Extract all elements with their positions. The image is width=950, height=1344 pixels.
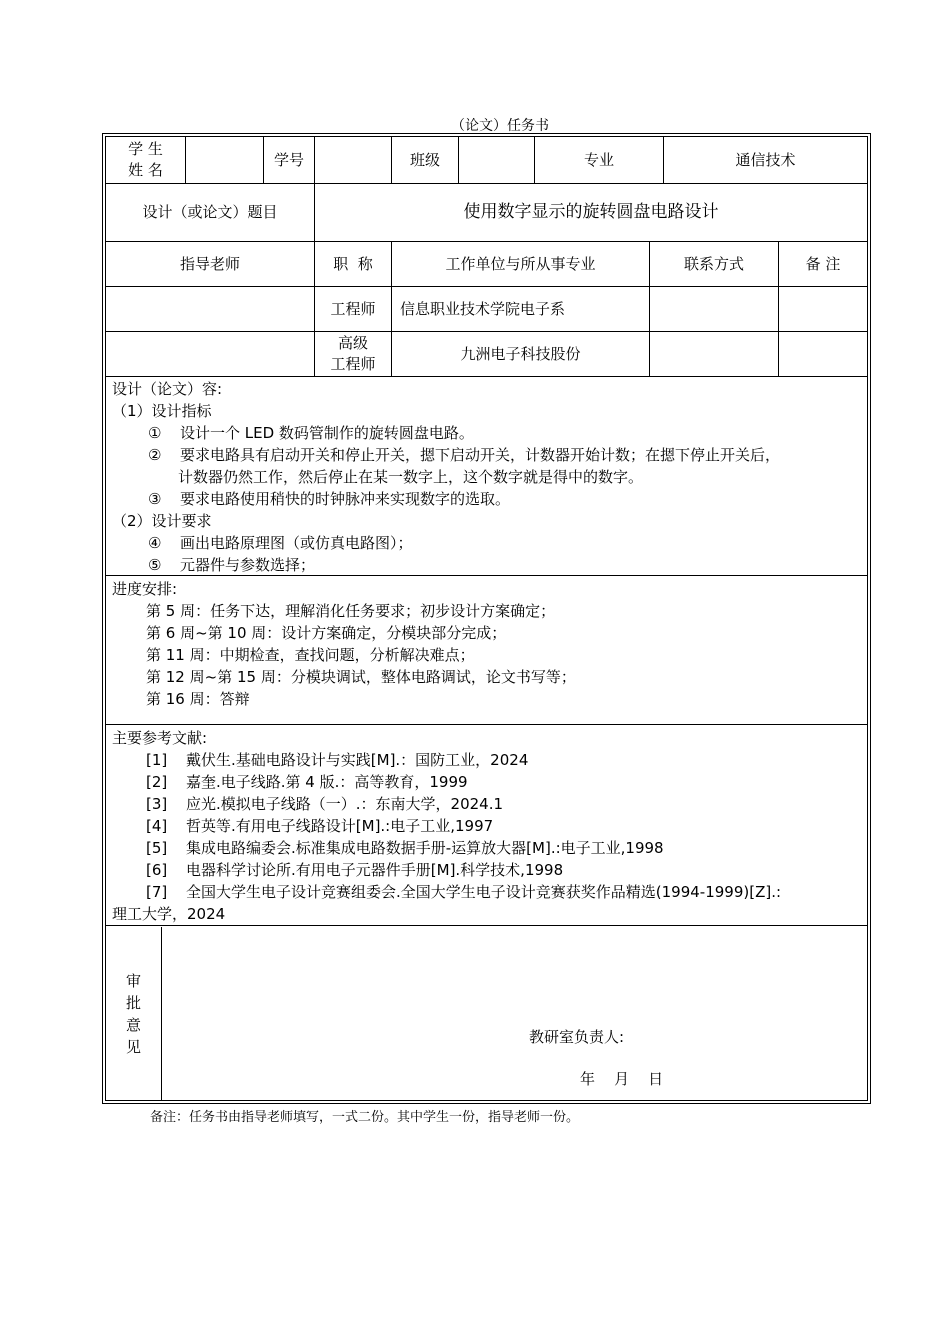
requirement-text: 画出电路原理图（或仿真电路图）；	[180, 534, 413, 552]
schedule-item: 第 11 周：中期检查，查找问题，分析解决难点；	[146, 646, 475, 664]
advisor-remark	[779, 287, 867, 331]
advisor-title: 工程师	[315, 287, 392, 331]
indicator-text: 要求电路使用稍快的时钟脉冲来实现数字的选取。	[180, 490, 511, 508]
advisor-remark	[779, 332, 867, 376]
student-id-label: 学号	[264, 137, 315, 183]
reference-text: 全国大学生电子设计竞赛组委会.全国大学生电子设计竞赛获奖作品精选(1994-1999)[Z].:	[186, 883, 782, 901]
advisor-unit: 信息职业技术学院电子系	[392, 287, 650, 331]
reference-continuation: 理工大学，2024	[112, 905, 226, 923]
requirement-item	[112, 532, 867, 554]
requirement-marker: ⑤	[148, 556, 162, 574]
advisor-name	[106, 332, 315, 376]
advisor-unit: 九洲电子科技股份	[392, 332, 650, 376]
requirement-marker: ④	[148, 534, 162, 552]
reference-number: [5]	[146, 839, 168, 857]
advisor-title: 高级 工程师	[315, 332, 392, 376]
advisor-name	[106, 287, 315, 331]
reference-text: 集成电路编委会.标准集成电路数据手册-运算放大器[M].:电子工业,1998	[186, 839, 664, 857]
advisor-contact	[650, 332, 779, 376]
indicator-continuation: 计数器仍然工作，然后停止在某一数字上，这个数字就是得中的数字。	[178, 468, 644, 486]
schedule-item: 第 16 周：答辩	[146, 690, 250, 708]
reference-item	[112, 837, 867, 859]
approval-char: 意	[125, 1015, 141, 1034]
indicator-marker: ②	[148, 446, 162, 464]
reference-text: 电器科学讨论所.有用电子元器件手册[M].科学技术,1998	[186, 861, 564, 879]
reference-item	[112, 771, 867, 793]
unit-label: 工作单位与所从事专业	[392, 242, 650, 286]
content-heading: 设计（论文）容:	[112, 380, 223, 398]
references-section	[106, 726, 867, 926]
reference-item	[112, 793, 867, 815]
reference-item	[112, 815, 867, 837]
advisor-label: 指导老师	[106, 242, 315, 286]
approval-char: 审	[125, 971, 141, 990]
indicator-marker: ③	[148, 490, 162, 508]
indicator-text: 要求电路具有启动开关和停止开关，摁下启动开关，计数器开始计数；在摁下停止开关后，	[180, 446, 781, 464]
requirement-text: 元器件与参数选择；	[180, 556, 316, 574]
schedule-item: 第 5 周：任务下达，理解消化任务要求；初步设计方案确定；	[146, 602, 556, 620]
major-label: 专业	[535, 137, 664, 183]
topic-value: 使用数字显示的旋转圆盘电路设计	[463, 202, 719, 222]
director-signature-label: 教研室负责人:	[529, 1028, 625, 1046]
reference-number: [2]	[146, 773, 168, 791]
indicator-item	[112, 444, 867, 466]
advisor-row	[106, 332, 867, 377]
indicator-text: 设计一个 LED 数码管制作的旋转圆盘电路。	[180, 424, 474, 442]
task-table	[102, 133, 871, 1104]
advisor-row	[106, 287, 867, 332]
requirements-heading: （2）设计要求	[112, 512, 212, 530]
title-label: 职 称	[315, 242, 392, 286]
reference-text: 嘉奎.电子线路.第 4 版.：高等教育，1999	[186, 773, 468, 791]
remark-label: 备 注	[805, 254, 841, 273]
contact-label: 联系方式	[650, 242, 779, 286]
schedule-item: 第 6 周~第 10 周：设计方案确定，分模块部分完成；	[146, 624, 507, 642]
student-name-value	[186, 137, 264, 183]
indicator-item	[112, 422, 867, 444]
student-name-label: 学 生 姓 名	[106, 137, 186, 183]
student-info-row	[106, 137, 867, 184]
approval-char: 见	[125, 1037, 141, 1056]
references-heading: 主要参考文献:	[112, 729, 208, 747]
reference-number: [7]	[146, 883, 168, 901]
advisor-contact	[650, 287, 779, 331]
topic-row	[106, 184, 867, 242]
major-value: 通信技术	[735, 150, 796, 169]
reference-text: 应光.模拟电子线路（一）.：东南大学，2024.1	[186, 795, 504, 813]
student-id-value	[315, 137, 392, 183]
approval-label	[106, 927, 162, 1100]
topic-label: 设计（或论文）题目	[106, 184, 315, 241]
footnote: 备注：任务书由指导老师填写，一式二份。其中学生一份，指导老师一份。	[150, 1110, 580, 1125]
schedule-section	[106, 577, 867, 725]
reference-text: 戴伏生.基础电路设计与实践[M].：国防工业，2024	[186, 751, 529, 769]
reference-text: 哲英等.有用电子线路设计[M].:电子工业,1997	[186, 817, 494, 835]
content-section	[106, 377, 867, 576]
reference-number: [3]	[146, 795, 168, 813]
reference-number: [1]	[146, 751, 168, 769]
advisor-header-row	[106, 242, 867, 287]
reference-number: [6]	[146, 861, 168, 879]
class-value	[459, 137, 535, 183]
schedule-heading: 进度安排:	[112, 580, 178, 598]
indicators-heading: （1）设计指标	[112, 402, 212, 420]
reference-item	[112, 881, 867, 903]
indicator-item	[112, 488, 867, 510]
approval-date-label: 年 月 日	[580, 1070, 664, 1088]
task-table-inner	[105, 136, 868, 1101]
reference-number: [4]	[146, 817, 168, 835]
schedule-item: 第 12 周~第 15 周：分模块调试，整体电路调试，论文书写等；	[146, 668, 576, 686]
requirement-item	[112, 554, 867, 576]
reference-item	[112, 859, 867, 881]
class-label: 班级	[392, 137, 459, 183]
reference-item	[112, 749, 867, 771]
indicator-marker: ①	[148, 424, 162, 442]
approval-section	[106, 927, 867, 1100]
approval-char: 批	[125, 993, 141, 1012]
document-title: （论文）任务书	[451, 118, 549, 134]
